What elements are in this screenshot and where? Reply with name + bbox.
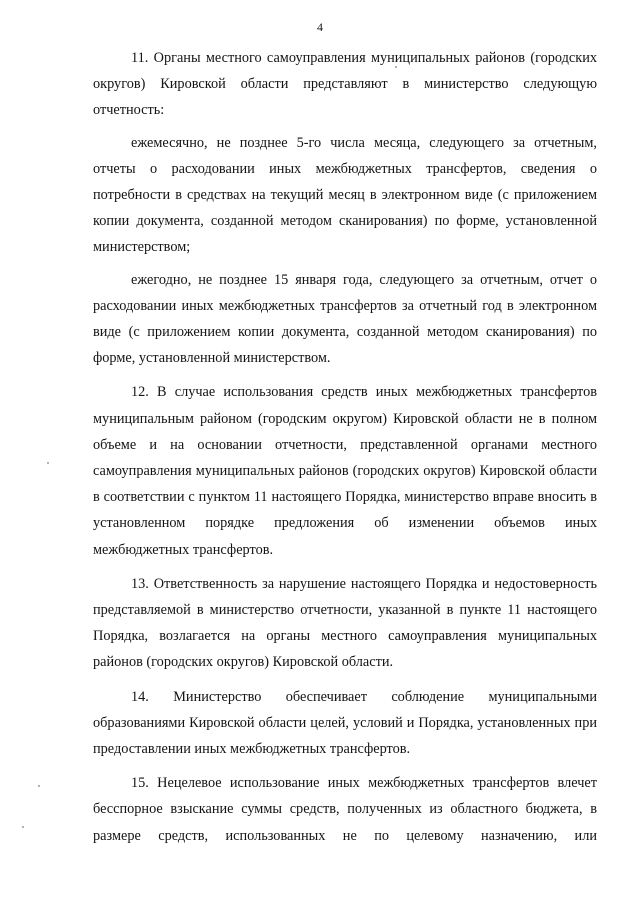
document-body: [93, 45, 597, 855]
page-number: 4: [317, 20, 323, 34]
scan-speck: [38, 785, 40, 787]
scan-speck: [22, 826, 24, 828]
paragraph-14: 14. Министерство обеспечивает соблюдение муниципальными образованиями Кировской области целей, условий и Порядка, установленных при предоставлении иных межбюджетных трансфертов.: [93, 688, 597, 758]
scan-speck: [395, 66, 397, 68]
paragraph-11-monthly: ежемесячно, не позднее 5-го числа месяца, следующего за отчетным, отчеты о расходовании иных межбюджетных трансфертов, сведения о потребности в средствах на текущий месяц в электронном виде (с приложением копии документа, созданной методом сканирования) по форме, установленной министерством;: [93, 134, 597, 256]
paragraph-15: 15. Нецелевое использование иных межбюджетных трансфертов влечет бесспорное взыскание суммы средств, полученных из областного бюджета, в размере средств, использованных не по целевому назначению, или: [93, 775, 597, 844]
paragraph-11: 11. Органы местного самоуправления муниципальных районов (городских округов) Кировской области представляют в министерство следующую отчетность:: [93, 50, 597, 119]
paragraph-13: 13. Ответственность за нарушение настоящего Порядка и недостоверность представляемой в министерство отчетности, указанной в пункте 11 настоящего Порядка, возлагается на органы местного самоуправления муниципальных районов (городских округов) Кировской области.: [93, 575, 597, 671]
paragraph-11-yearly: ежегодно, не позднее 15 января года, следующего за отчетным, отчет о расходовании иных межбюджетных трансфертов за отчетный год в электронном виде (с приложением копии документа, созданной методом сканирования) по форме, установленной министерством.: [93, 271, 597, 367]
scan-speck: [47, 462, 49, 464]
paragraph-12: 12. В случае использования средств иных межбюджетных трансфертов муниципальным районом (городским округом) Кировской области не в полном объеме и на основании отчетности, представленной органами местного самоуправления муниципальных районов (городских округов) Кировской области в соответствии с пунктом 11 настоящего Порядка, министерство вправе вносить в установленном порядке предложения об изменении объемов иных межбюджетных трансфертов.: [93, 384, 597, 558]
